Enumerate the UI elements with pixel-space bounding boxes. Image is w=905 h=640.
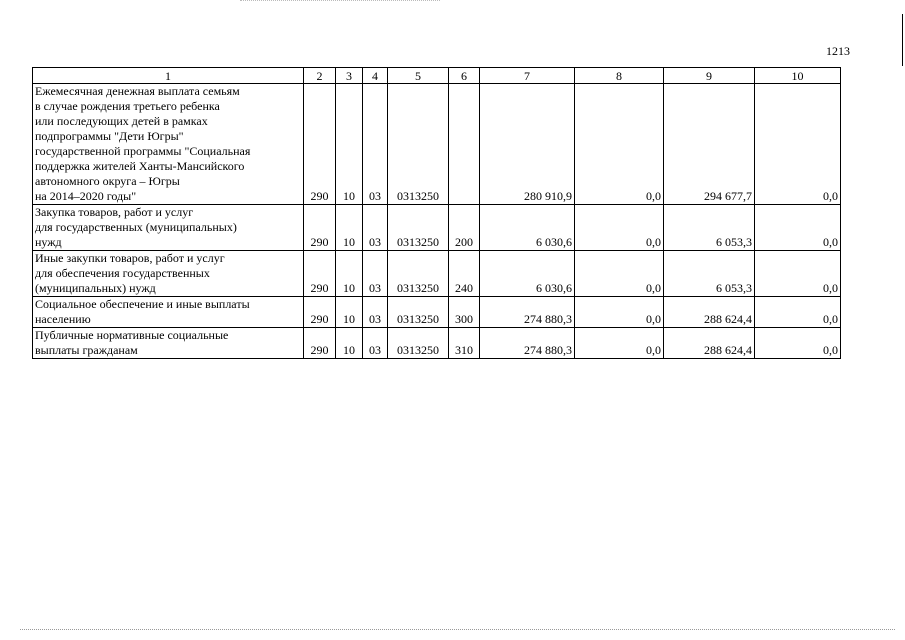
cell-col7: 280 910,9	[480, 84, 575, 205]
row-name-cell	[33, 251, 304, 297]
cell-col2: 290	[304, 297, 336, 328]
cell-col8: 0,0	[575, 84, 664, 205]
cell-col6: 300	[449, 297, 480, 328]
cell-col8: 0,0	[575, 328, 664, 359]
row-name-line: для обеспечения государственных	[35, 266, 210, 280]
row-name-cell	[33, 328, 304, 359]
cell-col6: 200	[449, 205, 480, 251]
cell-col5: 0313250	[388, 328, 449, 359]
row-name-line: Иные закупки товаров, работ и услуг	[35, 251, 225, 265]
cell-col8: 0,0	[575, 297, 664, 328]
row-name-line: или последующих детей в рамках	[35, 114, 208, 128]
row-name-cell	[33, 205, 304, 251]
row-name-line: (муниципальных) нужд	[35, 281, 156, 295]
cell-col10: 0,0	[755, 205, 841, 251]
column-header-9: 9	[664, 68, 755, 84]
cell-col5: 0313250	[388, 205, 449, 251]
cell-col4: 03	[363, 84, 388, 205]
cell-col3: 10	[336, 297, 363, 328]
row-name-line: подпрограммы "Дети Югры"	[35, 129, 184, 143]
cell-col5: 0313250	[388, 251, 449, 297]
page-number: 1213	[826, 44, 850, 58]
row-name-line: на 2014–2020 годы"	[35, 189, 137, 203]
cell-col9: 294 677,7	[664, 84, 755, 205]
cell-col9: 6 053,3	[664, 251, 755, 297]
cell-col3: 10	[336, 251, 363, 297]
cell-col10: 0,0	[755, 84, 841, 205]
cell-col10: 0,0	[755, 297, 841, 328]
column-header-2: 2	[304, 68, 336, 84]
cell-col3: 10	[336, 328, 363, 359]
column-header-3: 3	[336, 68, 363, 84]
cell-col8: 0,0	[575, 251, 664, 297]
row-name-line: выплаты гражданам	[35, 343, 138, 357]
row-name-line: государственной программы "Социальная	[35, 144, 251, 158]
cell-col3: 10	[336, 84, 363, 205]
column-header-1: 1	[33, 68, 304, 84]
row-name-line: Публичные нормативные социальные	[35, 328, 229, 342]
cell-col9: 288 624,4	[664, 328, 755, 359]
row-name-line: Социальное обеспечение и иные выплаты	[35, 297, 250, 311]
table-row	[33, 205, 841, 251]
header-row	[33, 68, 841, 84]
cell-col6: 310	[449, 328, 480, 359]
cell-col7: 274 880,3	[480, 297, 575, 328]
row-name-line: в случае рождения третьего ребенка	[35, 99, 220, 113]
cell-col4: 03	[363, 328, 388, 359]
table-row	[33, 297, 841, 328]
cell-col6: 240	[449, 251, 480, 297]
column-header-6: 6	[449, 68, 480, 84]
cell-col8: 0,0	[575, 205, 664, 251]
cell-col5: 0313250	[388, 84, 449, 205]
cell-col7: 6 030,6	[480, 251, 575, 297]
row-name-cell	[33, 297, 304, 328]
cell-col5: 0313250	[388, 297, 449, 328]
cell-col10: 0,0	[755, 251, 841, 297]
row-name-line: населению	[35, 312, 91, 326]
cell-col9: 6 053,3	[664, 205, 755, 251]
cell-col7: 6 030,6	[480, 205, 575, 251]
cell-col3: 10	[336, 205, 363, 251]
row-name-line: поддержка жителей Ханты-Мансийского	[35, 159, 245, 173]
column-header-4: 4	[363, 68, 388, 84]
cell-col9: 288 624,4	[664, 297, 755, 328]
table-row	[33, 251, 841, 297]
cell-col7: 274 880,3	[480, 328, 575, 359]
scan-artifact-top	[240, 0, 440, 3]
scan-edge-mark	[902, 14, 903, 66]
cell-col4: 03	[363, 297, 388, 328]
table-row	[33, 328, 841, 359]
cell-col2: 290	[304, 328, 336, 359]
column-header-5: 5	[388, 68, 449, 84]
cell-col4: 03	[363, 205, 388, 251]
cell-col2: 290	[304, 84, 336, 205]
cell-col4: 03	[363, 251, 388, 297]
cell-col2: 290	[304, 251, 336, 297]
budget-table	[32, 67, 841, 359]
row-name-line: нужд	[35, 235, 62, 249]
column-header-10: 10	[755, 68, 841, 84]
row-name-line: для государственных (муниципальных)	[35, 220, 237, 234]
cell-col6	[449, 84, 480, 205]
row-name-line: Закупка товаров, работ и услуг	[35, 205, 194, 219]
cell-col2: 290	[304, 205, 336, 251]
row-name-line: Ежемесячная денежная выплата семьям	[35, 84, 240, 98]
row-name-cell	[33, 84, 304, 205]
row-name-line: автономного округа – Югры	[35, 174, 180, 188]
column-header-7: 7	[480, 68, 575, 84]
scan-artifact-bottom	[20, 629, 895, 631]
cell-col10: 0,0	[755, 328, 841, 359]
column-header-8: 8	[575, 68, 664, 84]
table-row	[33, 84, 841, 205]
